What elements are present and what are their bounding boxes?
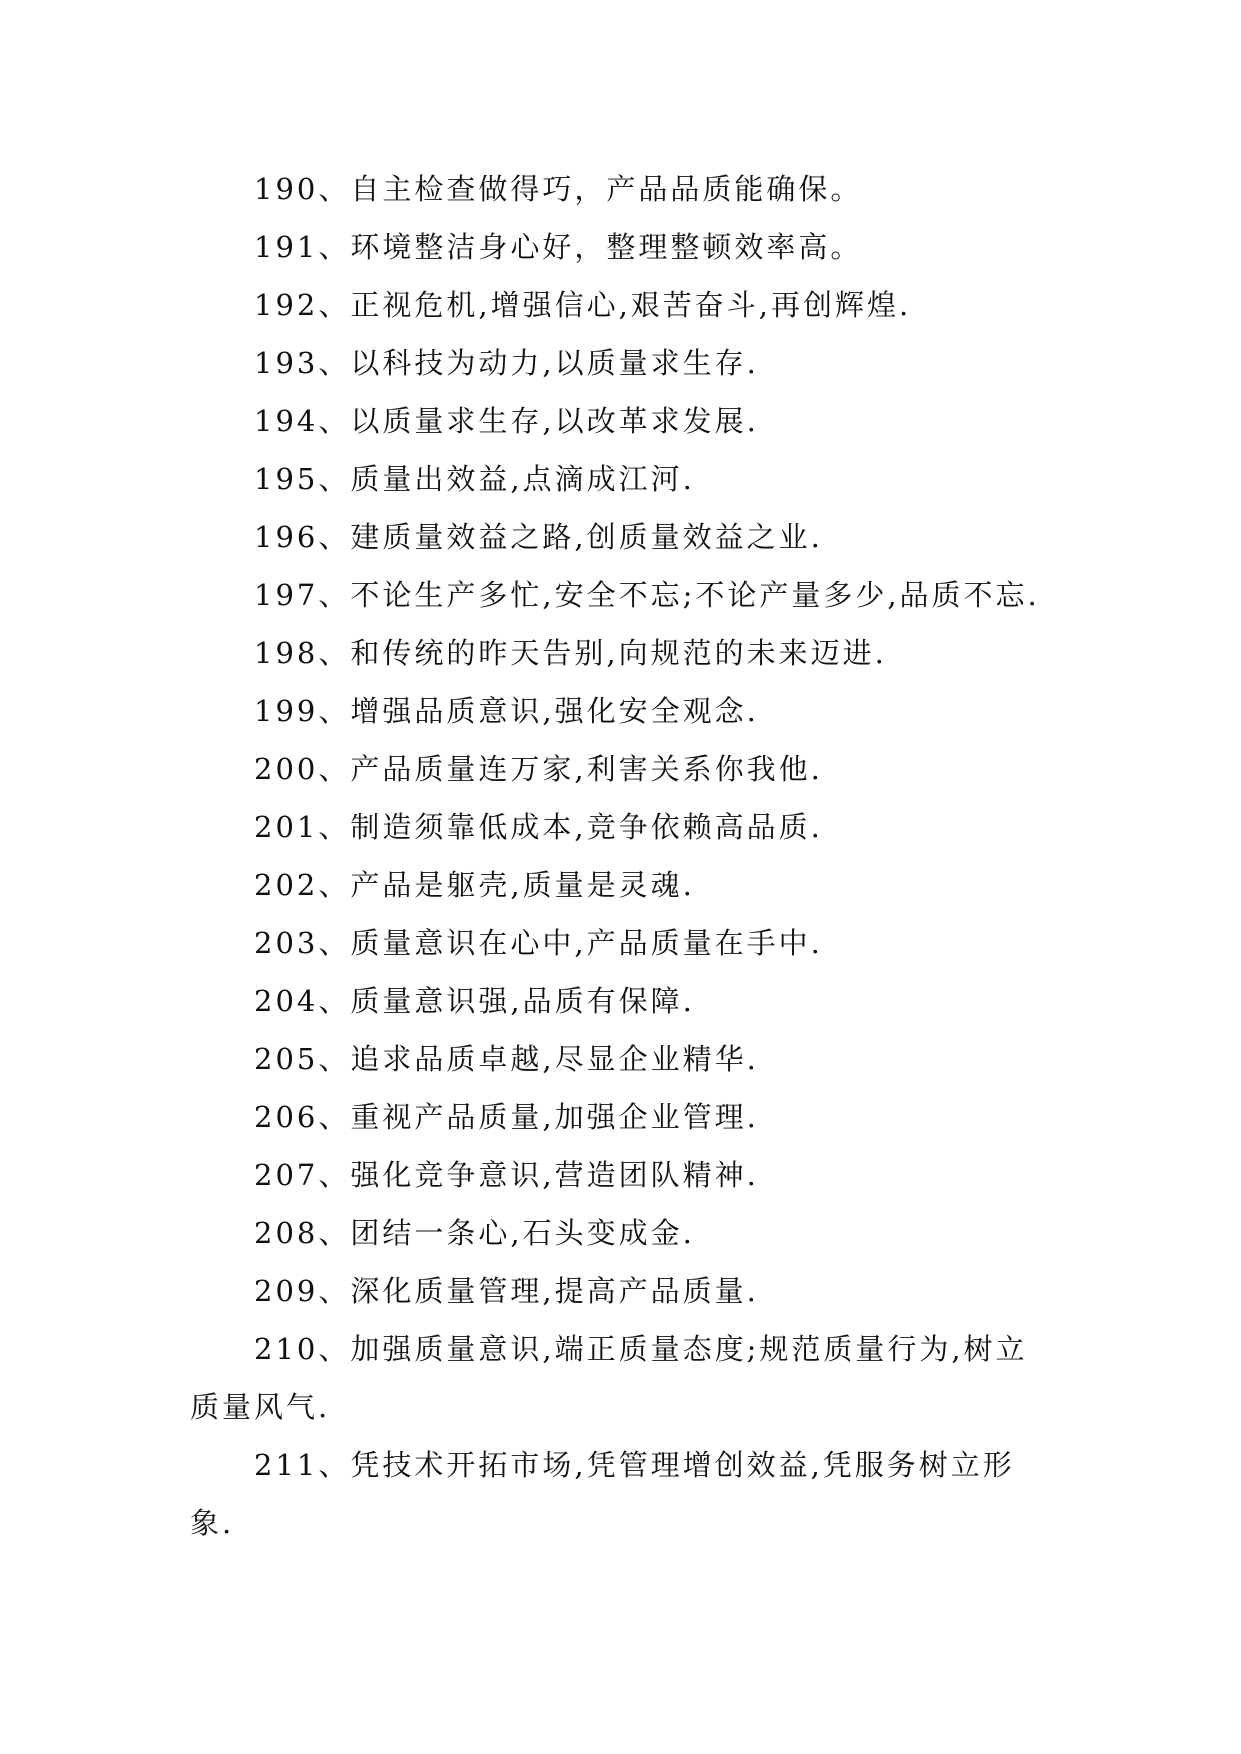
slogan-line: 195、质量出效益,点滴成江河. — [254, 462, 695, 496]
slogan-line: 203、质量意识在心中,产品质量在手中. — [254, 926, 823, 960]
slogan-line: 196、建质量效益之路,创质量效益之业. — [254, 520, 823, 554]
slogan-line: 204、质量意识强,品质有保障. — [254, 984, 695, 1018]
slogan-line: 190、自主检查做得巧，产品品质能确保。 — [254, 172, 863, 206]
slogan-line: 193、以科技为动力,以质量求生存. — [254, 346, 759, 380]
slogan-line: 191、环境整洁身心好，整理整顿效率高。 — [254, 230, 863, 264]
slogan-line: 200、产品质量连万家,利害关系你我他. — [254, 752, 823, 786]
slogan-paragraph: 210、加强质量意识,端正质量态度;规范质量行为,树立质量风气. — [190, 1332, 1028, 1424]
slogan-line: 192、正视危机,增强信心,艰苦奋斗,再创辉煌. — [254, 288, 912, 322]
slogan-line: 194、以质量求生存,以改革求发展. — [254, 404, 759, 438]
slogan-line: 206、重视产品质量,加强企业管理. — [254, 1100, 759, 1134]
slogan-line: 197、不论生产多忙,安全不忘;不论产量多少,品质不忘. — [254, 578, 1040, 612]
slogan-line: 201、制造须靠低成本,竞争依赖高品质. — [254, 810, 823, 844]
slogan-line: 199、增强品质意识,强化安全观念. — [254, 694, 759, 728]
slogan-line: 207、强化竞争意识,营造团队精神. — [254, 1158, 759, 1192]
slogan-line: 209、深化质量管理,提高产品质量. — [254, 1274, 759, 1308]
slogan-paragraph: 211、凭技术开拓市场,凭管理增创效益,凭服务树立形象. — [190, 1448, 1015, 1540]
slogan-line: 205、追求品质卓越,尽显企业精华. — [254, 1042, 759, 1076]
slogan-list — [190, 160, 1050, 1552]
slogan-line: 202、产品是躯壳,质量是灵魂. — [254, 868, 695, 902]
slogan-line: 198、和传统的昨天告别,向规范的未来迈进. — [254, 636, 887, 670]
slogan-line: 208、团结一条心,石头变成金. — [254, 1216, 695, 1250]
